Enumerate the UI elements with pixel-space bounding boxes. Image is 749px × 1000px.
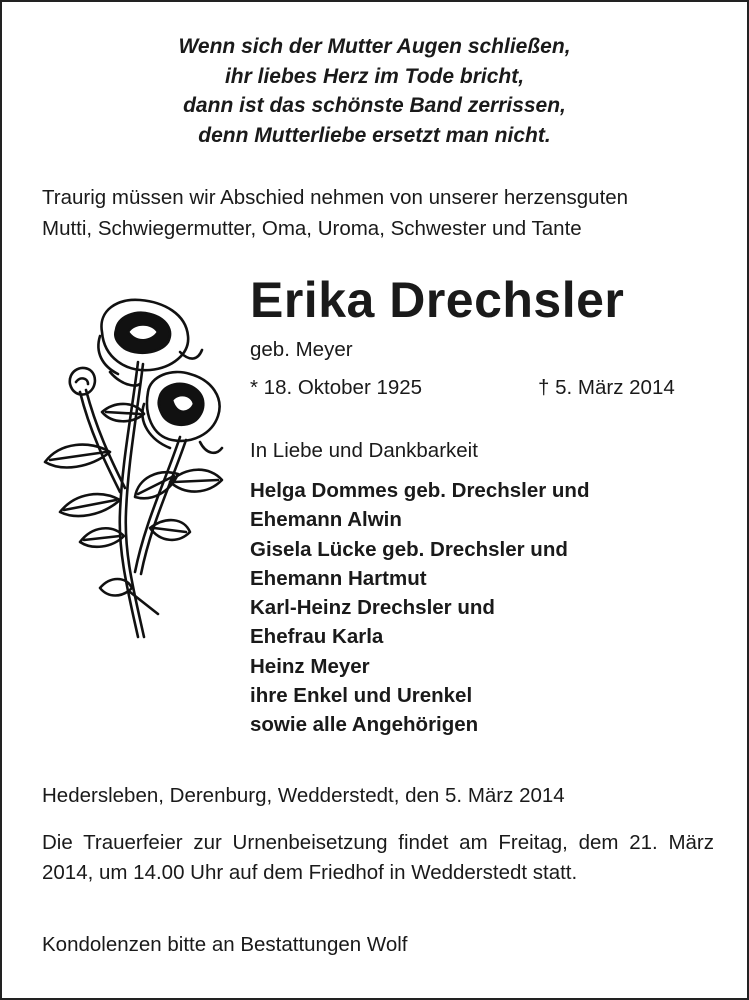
- mourner-line: Ehemann Hartmut: [250, 566, 427, 590]
- mourner-line: sowie alle Angehörigen: [250, 713, 479, 737]
- mourner-line: Ehemann Alwin: [250, 508, 402, 532]
- intro-line: Mutti, Schwiegermutter, Oma, Uroma, Schwester und Tante: [42, 217, 582, 240]
- poem-line: dann ist das schönste Band zerrissen,: [183, 94, 566, 117]
- poem-line: ihr liebes Herz im Tode bricht,: [224, 64, 525, 88]
- poem-line: Wenn sich der Mutter Augen schließen,: [178, 35, 571, 58]
- mourner-line: Ehefrau Karla: [250, 625, 384, 649]
- funeral-info: Die Trauerfeier zur Urnenbeisetzung findet am Freitag, dem 21. März 2014, um 14.00 Uhr auf dem Friedhof in Wedderstedt statt.: [42, 831, 714, 884]
- birth-date: * 18. Oktober 1925: [250, 376, 423, 399]
- mourner-line: Karl-Heinz Drechsler und: [250, 596, 495, 620]
- mourners-intro: In Liebe und Dankbarkeit: [250, 439, 478, 462]
- intro-text: [42, 182, 722, 244]
- intro-line: Traurig müssen wir Abschied nehmen von unserer herzensguten: [42, 186, 629, 209]
- death-date: † 5. März 2014: [538, 376, 675, 399]
- poem-line: denn Mutterliebe ersetzt man nicht.: [198, 123, 551, 147]
- mourner-line: Helga Dommes geb. Drechsler und: [250, 479, 590, 502]
- mourners-list: [250, 476, 589, 740]
- poem: [2, 32, 747, 150]
- maiden-name: geb. Meyer: [250, 338, 353, 361]
- condolence-note: Kondolenzen bitte an Bestattungen Wolf: [42, 933, 408, 956]
- mourner-line: ihre Enkel und Urenkel: [250, 684, 473, 708]
- mourner-line: Gisela Lücke geb. Drechsler und: [250, 537, 568, 561]
- deceased-name: Erika Drechsler: [250, 272, 625, 328]
- mourner-line: Heinz Meyer: [250, 654, 370, 678]
- rose-illustration-icon: [40, 292, 230, 644]
- place-date: Hedersleben, Derenburg, Wedderstedt, den 5. März 2014: [42, 784, 565, 807]
